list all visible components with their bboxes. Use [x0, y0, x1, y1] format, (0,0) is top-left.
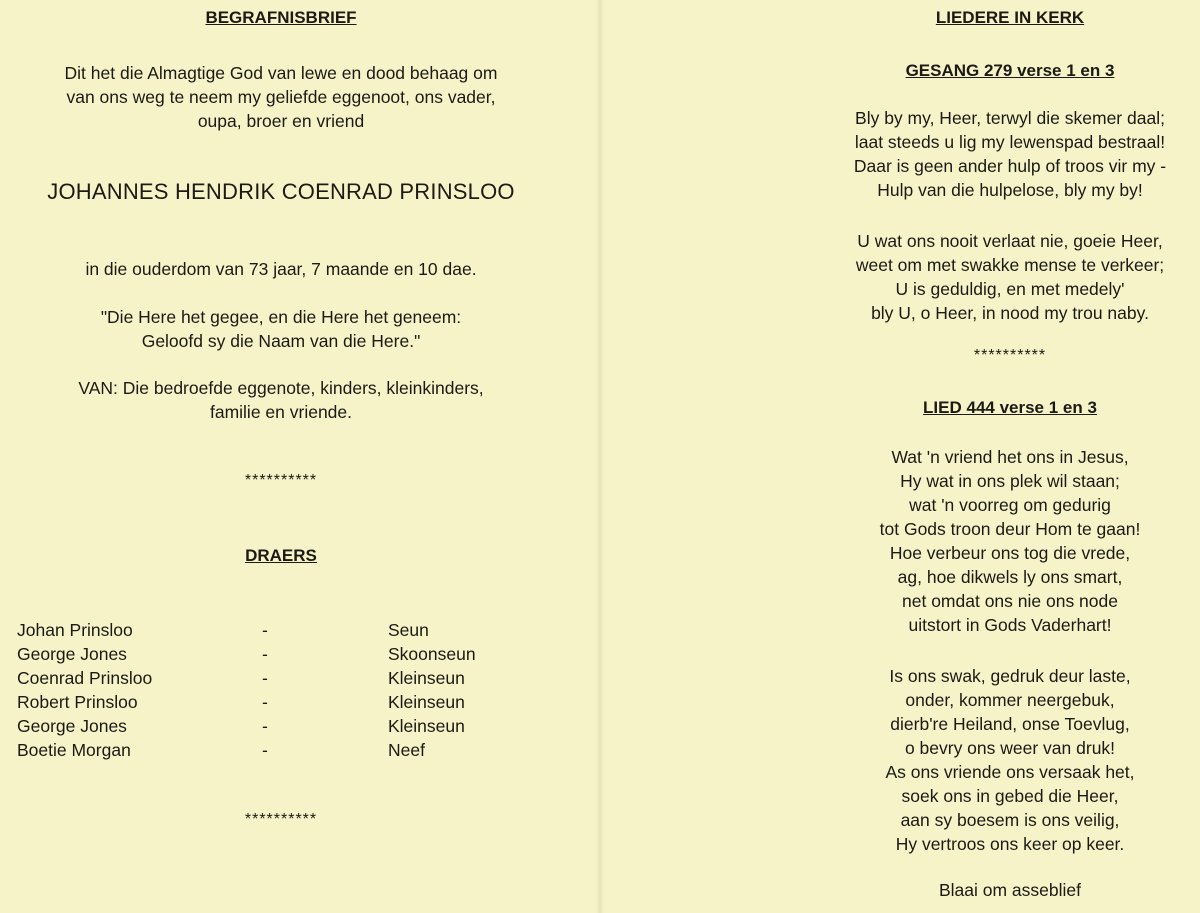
verse-line: U is geduldig, en met medely'	[895, 279, 1125, 299]
verse-line: Is ons swak, gedruk deur laste,	[889, 666, 1131, 686]
bearer-dash: -	[262, 668, 268, 688]
bearer-relation: Kleinseun	[388, 716, 465, 736]
verse-line: Wat 'n vriend het ons in Jesus,	[891, 447, 1129, 467]
hymn-verse	[798, 106, 1200, 202]
verse-line: Hoe verbeur ons tog die vrede,	[889, 543, 1131, 563]
bearer-name: George Jones	[17, 716, 127, 736]
verse-line: Daar is geen ander hulp of troos vir my -	[853, 156, 1167, 176]
bearer-name: Boetie Morgan	[17, 740, 131, 760]
separator: **********	[244, 811, 318, 828]
bearers-list	[0, 618, 600, 768]
scripture-quote	[0, 305, 562, 353]
hymn-title: LIED 444 verse 1 en 3	[923, 398, 1097, 417]
bearer-dash: -	[262, 740, 268, 760]
verse-line: net omdat ons nie ons node	[902, 591, 1118, 611]
verse-line: dierb're Heiland, onse Toevlug,	[890, 714, 1130, 734]
bearer-dash: -	[262, 716, 268, 736]
intro-line: oupa, broer en vriend	[197, 111, 365, 131]
page-title: LIEDERE IN KERK	[935, 8, 1085, 27]
verse-line: As ons vriende ons versaak het,	[885, 762, 1135, 782]
bearer-relation: Skoonseun	[388, 644, 476, 664]
bearer-relation: Seun	[388, 620, 429, 640]
verse-line: ag, hoe dikwels ly ons smart,	[897, 567, 1123, 587]
verse-line: tot Gods troon deur Hom te gaan!	[879, 519, 1141, 539]
verse-line: aan sy boesem is ons veilig,	[900, 810, 1120, 830]
deceased-name: JOHANNES HENDRIK COENRAD PRINSLOO	[47, 179, 515, 204]
verse-line: uitstort in Gods Vaderhart!	[908, 615, 1112, 635]
bearer-name: Coenrad Prinsloo	[17, 668, 153, 688]
bearer-dash: -	[262, 644, 268, 664]
hymn-verse	[798, 445, 1200, 637]
bearer-name: George Jones	[17, 644, 127, 664]
bearer-relation: Kleinseun	[388, 692, 465, 712]
age-line: in die ouderdom van 73 jaar, 7 maande en 10 dae.	[85, 259, 477, 279]
from-family	[0, 376, 562, 424]
bearer-relation: Neef	[388, 740, 425, 760]
verse-line: Bly by my, Heer, terwyl die skemer daal;	[855, 108, 1165, 128]
intro-line: Dit het die Almagtige God van lewe en dood behaag om	[64, 63, 498, 83]
verse-line: U wat ons nooit verlaat nie, goeie Heer,	[857, 231, 1163, 251]
separator: **********	[244, 472, 318, 489]
hymn-verse	[798, 664, 1200, 856]
bearer-name: Johan Prinsloo	[17, 620, 133, 640]
verse-line: bly U, o Heer, in nood my trou naby.	[871, 303, 1149, 323]
quote-line: "Die Here het gegee, en die Here het geneem:	[100, 307, 462, 327]
from-line: VAN: Die bedroefde eggenote, kinders, kleinkinders,	[78, 378, 484, 398]
verse-line: Hulp van die hulpelose, bly my by!	[877, 180, 1143, 200]
verse-line: soek ons in gebed die Heer,	[901, 786, 1119, 806]
verse-line: weet om met swakke mense te verkeer;	[855, 255, 1165, 275]
verse-line: o bevry ons weer van druk!	[904, 738, 1116, 758]
bearer-name: Robert Prinsloo	[17, 692, 138, 712]
verse-line: wat 'n voorreg om gedurig	[909, 495, 1111, 515]
verse-line: laat steeds u lig my lewenspad bestraal!	[854, 132, 1166, 152]
from-line: familie en vriende.	[209, 402, 353, 422]
intro-line: van ons weg te neem my geliefde eggenoot, ons vader,	[66, 87, 496, 107]
verse-line: onder, kommer neergebuk,	[905, 690, 1115, 710]
separator: **********	[973, 347, 1047, 364]
hymn-verse	[798, 229, 1200, 325]
right-page	[600, 0, 1200, 913]
quote-line: Geloofd sy die Naam van die Here."	[141, 331, 421, 351]
verse-line: Hy vertroos ons keer op keer.	[895, 834, 1125, 854]
bearer-dash: -	[262, 692, 268, 712]
bearer-relation: Kleinseun	[388, 668, 465, 688]
page-footer: Blaai om asseblief	[938, 880, 1082, 900]
bearer-dash: -	[262, 620, 268, 640]
hymn-title: GESANG 279 verse 1 en 3	[905, 61, 1115, 80]
intro-text	[0, 61, 562, 133]
verse-line: Hy wat in ons plek wil staan;	[900, 471, 1120, 491]
bearers-title: DRAERS	[245, 546, 317, 565]
page-title: BEGRAFNISBRIEF	[205, 8, 357, 27]
